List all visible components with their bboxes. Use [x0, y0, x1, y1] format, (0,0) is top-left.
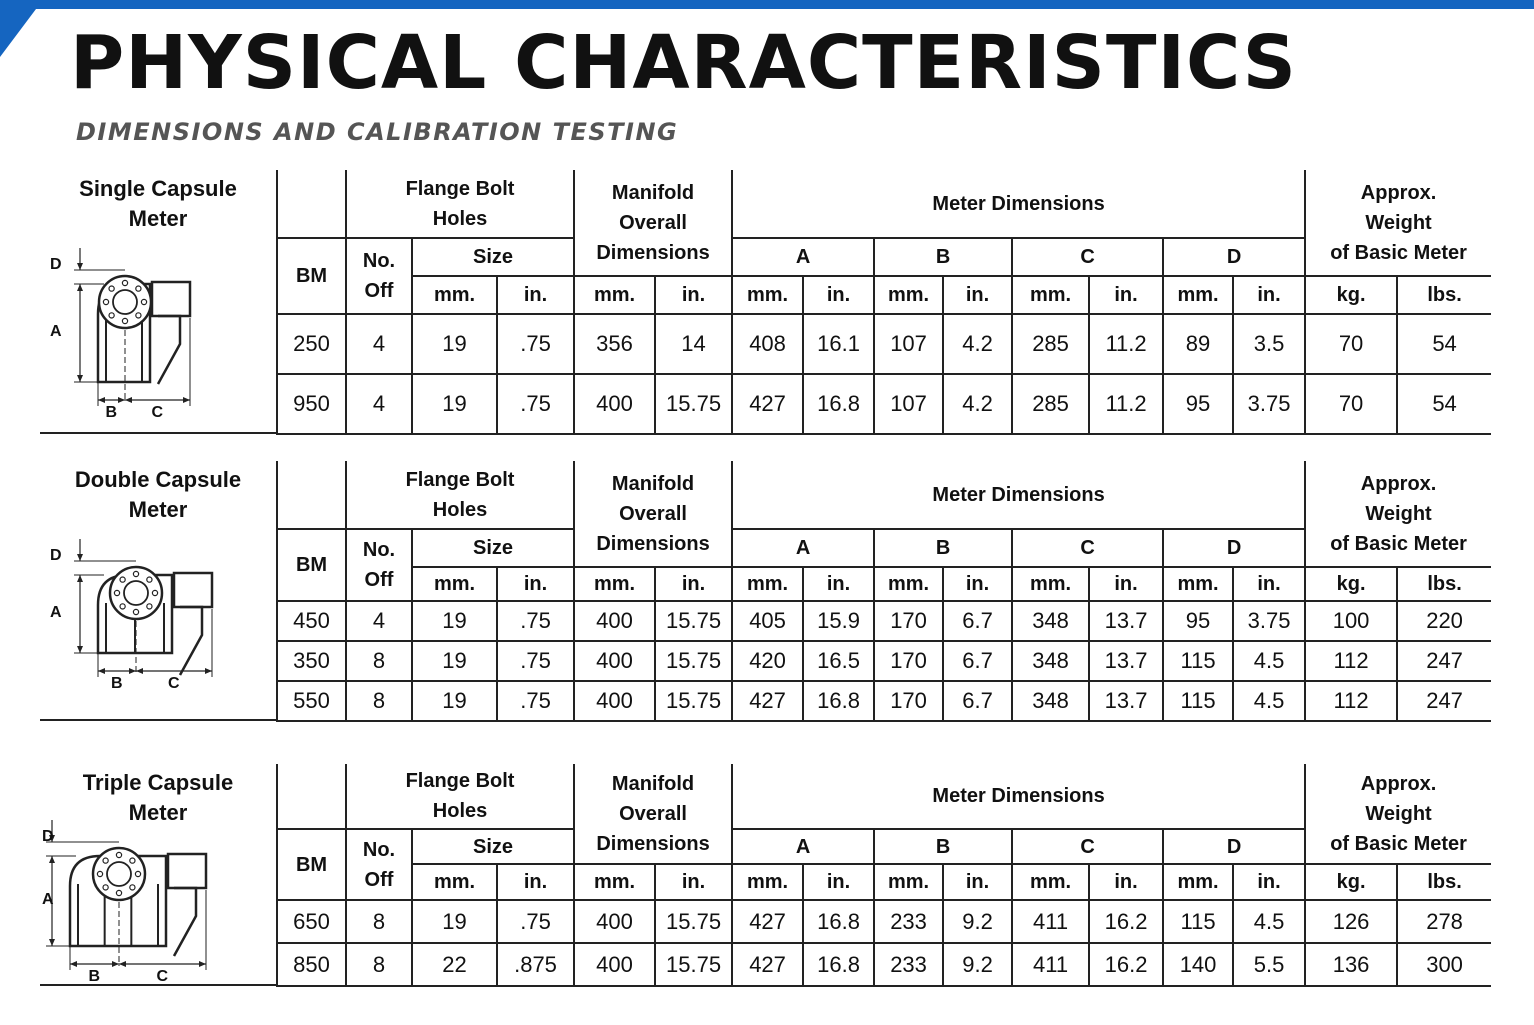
- table-cell: 170: [874, 641, 943, 681]
- table-cell: 550: [277, 681, 346, 721]
- header-line: Manifold: [611, 472, 695, 495]
- table-cell: 9.2: [943, 943, 1012, 986]
- dim-label-a: A: [50, 604, 62, 621]
- spec-table: [276, 461, 1491, 722]
- table-cell: 54: [1397, 374, 1491, 434]
- table-cell: 15.75: [655, 601, 732, 641]
- table-cell: 408: [732, 314, 803, 374]
- header-unit-in: in.: [803, 276, 874, 314]
- header-dim-d: D: [1163, 529, 1305, 567]
- header-line: Approx.: [1360, 472, 1437, 495]
- header-size: Size: [412, 529, 574, 567]
- meter-diagram-svg: [68, 535, 248, 691]
- header-no-off: [346, 829, 412, 900]
- table-cell: 348: [1012, 601, 1089, 641]
- table-cell: 8: [346, 900, 412, 943]
- table-cell: 16.8: [803, 374, 874, 434]
- table-cell: 348: [1012, 681, 1089, 721]
- table-cell: 112: [1305, 681, 1397, 721]
- section-label-line: Meter: [128, 497, 188, 522]
- table-cell: 350: [277, 641, 346, 681]
- header-flange-bolt-holes: [346, 170, 574, 238]
- table-row: [277, 641, 1491, 681]
- table-cell: 405: [732, 601, 803, 641]
- dim-label-d: D: [50, 256, 62, 273]
- header-unit-mm: mm.: [412, 864, 497, 900]
- header-line: Overall: [619, 802, 687, 825]
- section-label-line: Single Capsule: [79, 176, 237, 201]
- table-cell: 15.75: [655, 374, 732, 434]
- section-label-line: Meter: [128, 206, 188, 231]
- header-meter-dimensions: Meter Dimensions: [732, 764, 1305, 829]
- table-cell: 16.2: [1089, 943, 1163, 986]
- header-manifold-dimensions: [574, 461, 732, 567]
- dim-label-c: C: [151, 404, 164, 421]
- table-cell: 16.8: [803, 681, 874, 721]
- header-unit-in: in.: [655, 567, 732, 601]
- table-cell: 115: [1163, 641, 1233, 681]
- header-blank: [277, 170, 346, 238]
- table-cell: 950: [277, 374, 346, 434]
- table-cell: 220: [1397, 601, 1491, 641]
- header-unit-lbs: lbs.: [1397, 567, 1491, 601]
- table-cell: 19: [412, 314, 497, 374]
- header-bm: BM: [277, 238, 346, 314]
- table-cell: .75: [497, 314, 574, 374]
- table-cell: 9.2: [943, 900, 1012, 943]
- header-blank: [277, 764, 346, 829]
- header-dim-a: A: [732, 529, 874, 567]
- header-unit-kg: kg.: [1305, 276, 1397, 314]
- meter-diagram: [40, 816, 276, 984]
- section-2: [40, 764, 1495, 986]
- header-unit-mm: mm.: [412, 276, 497, 314]
- table-cell: .75: [497, 374, 574, 434]
- header-unit-in: in.: [943, 276, 1012, 314]
- table-cell: 16.5: [803, 641, 874, 681]
- table-cell: 285: [1012, 374, 1089, 434]
- table-cell: 285: [1012, 314, 1089, 374]
- header-size: Size: [412, 238, 574, 276]
- table-cell: .75: [497, 641, 574, 681]
- table-cell: 278: [1397, 900, 1491, 943]
- header-line: Dimensions: [596, 532, 710, 555]
- table-cell: 3.75: [1233, 374, 1305, 434]
- header-line: of Basic Meter: [1330, 532, 1467, 555]
- header-line: Approx.: [1360, 772, 1437, 795]
- table-cell: 4: [346, 314, 412, 374]
- table-cell: 348: [1012, 641, 1089, 681]
- table-cell: 11.2: [1089, 374, 1163, 434]
- table-row: [277, 681, 1491, 721]
- table-cell: 233: [874, 943, 943, 986]
- header-unit-in: in.: [497, 864, 574, 900]
- table-cell: 6.7: [943, 681, 1012, 721]
- header-meter-dimensions: Meter Dimensions: [732, 461, 1305, 529]
- table-cell: 356: [574, 314, 655, 374]
- header-dim-c: C: [1012, 829, 1163, 864]
- header-unit-mm: mm.: [732, 567, 803, 601]
- section-label: [40, 174, 276, 234]
- header-line: No.: [362, 250, 396, 272]
- table-cell: 19: [412, 900, 497, 943]
- header-unit-mm: mm.: [1012, 276, 1089, 314]
- table-cell: 13.7: [1089, 601, 1163, 641]
- header-dim-d: D: [1163, 829, 1305, 864]
- header-unit-mm: mm.: [732, 864, 803, 900]
- table-cell: 650: [277, 900, 346, 943]
- header-approx-weight: [1305, 170, 1491, 276]
- header-unit-mm: mm.: [874, 276, 943, 314]
- table-cell: 400: [574, 900, 655, 943]
- header-dim-a: A: [732, 238, 874, 276]
- table-cell: 400: [574, 641, 655, 681]
- section-divider: [40, 984, 276, 986]
- header-line: of Basic Meter: [1330, 832, 1467, 855]
- header-unit-kg: kg.: [1305, 567, 1397, 601]
- header-unit-mm: mm.: [1012, 864, 1089, 900]
- section-divider: [40, 432, 276, 434]
- header-line: Flange Bolt: [405, 468, 515, 491]
- header-unit-mm: mm.: [1163, 276, 1233, 314]
- table-cell: 100: [1305, 601, 1397, 641]
- header-unit-in: in.: [803, 567, 874, 601]
- table-cell: 411: [1012, 900, 1089, 943]
- header-unit-mm: mm.: [874, 567, 943, 601]
- header-line: Approx.: [1360, 181, 1437, 204]
- header-unit-in: in.: [1089, 864, 1163, 900]
- header-flange-bolt-holes: [346, 461, 574, 529]
- header-line: No.: [362, 838, 396, 861]
- header-approx-weight: [1305, 764, 1491, 864]
- header-line: Holes: [432, 207, 488, 230]
- table-row: [277, 601, 1491, 641]
- dim-label-c: C: [156, 968, 169, 985]
- header-manifold-dimensions: [574, 764, 732, 864]
- table-cell: 13.7: [1089, 641, 1163, 681]
- section-label: [40, 465, 276, 525]
- dim-label-a: A: [42, 891, 54, 908]
- table-cell: 3.5: [1233, 314, 1305, 374]
- table-row: [277, 374, 1491, 434]
- table-cell: 107: [874, 314, 943, 374]
- table-cell: 11.2: [1089, 314, 1163, 374]
- table-cell: 19: [412, 374, 497, 434]
- header-unit-mm: mm.: [1163, 567, 1233, 601]
- table-cell: 4.5: [1233, 900, 1305, 943]
- page-title: PHYSICAL CHARACTERISTICS: [70, 20, 1297, 106]
- header-size: Size: [412, 829, 574, 864]
- header-unit-mm: mm.: [412, 567, 497, 601]
- table-cell: 170: [874, 601, 943, 641]
- table-cell: 15.75: [655, 900, 732, 943]
- header-unit-lbs: lbs.: [1397, 864, 1491, 900]
- section-divider: [40, 719, 276, 721]
- table-cell: 6.7: [943, 641, 1012, 681]
- table-cell: 70: [1305, 314, 1397, 374]
- table-cell: 427: [732, 900, 803, 943]
- header-dim-b: B: [874, 829, 1012, 864]
- header-bm: BM: [277, 529, 346, 601]
- header-manifold-dimensions: [574, 170, 732, 276]
- table-cell: 136: [1305, 943, 1397, 986]
- table-cell: .875: [497, 943, 574, 986]
- table-cell: .75: [497, 681, 574, 721]
- header-no-off: [346, 238, 412, 314]
- header-unit-in: in.: [1233, 276, 1305, 314]
- table-cell: 400: [574, 681, 655, 721]
- table-cell: 95: [1163, 374, 1233, 434]
- table-cell: .75: [497, 601, 574, 641]
- header-unit-in: in.: [943, 864, 1012, 900]
- spec-table: [276, 764, 1491, 987]
- table-cell: 400: [574, 601, 655, 641]
- table-cell: 15.9: [803, 601, 874, 641]
- meter-diagram-svg: [68, 244, 248, 420]
- table-cell: 4: [346, 374, 412, 434]
- table-cell: 427: [732, 943, 803, 986]
- table-cell: 14: [655, 314, 732, 374]
- table-cell: 427: [732, 374, 803, 434]
- header-unit-in: in.: [1089, 276, 1163, 314]
- table-cell: 8: [346, 681, 412, 721]
- table-cell: 8: [346, 943, 412, 986]
- table-cell: 233: [874, 900, 943, 943]
- section-label-line: Triple Capsule: [82, 770, 234, 795]
- table-cell: 450: [277, 601, 346, 641]
- table-cell: 22: [412, 943, 497, 986]
- header-unit-in: in.: [497, 567, 574, 601]
- table-cell: 247: [1397, 681, 1491, 721]
- header-line: Dimensions: [596, 832, 710, 855]
- table-cell: 16.8: [803, 943, 874, 986]
- header-line: Weight: [1365, 211, 1432, 234]
- header-line: Dimensions: [596, 241, 710, 264]
- table-cell: 8: [346, 641, 412, 681]
- header-line: Weight: [1365, 802, 1432, 825]
- dim-label-b: B: [111, 675, 123, 692]
- table-cell: 107: [874, 374, 943, 434]
- header-approx-weight: [1305, 461, 1491, 567]
- header-unit-mm: mm.: [874, 864, 943, 900]
- header-unit-mm: mm.: [574, 276, 655, 314]
- table-row: [277, 314, 1491, 374]
- table-cell: 4: [346, 601, 412, 641]
- table-cell: 13.7: [1089, 681, 1163, 721]
- corner-accent: [0, 9, 36, 57]
- section-1: [40, 461, 1495, 721]
- table-cell: 4.5: [1233, 641, 1305, 681]
- header-line: Weight: [1365, 502, 1432, 525]
- header-unit-mm: mm.: [574, 864, 655, 900]
- header-line: Flange Bolt: [405, 770, 515, 792]
- meter-diagram: [50, 535, 248, 692]
- table-cell: 95: [1163, 601, 1233, 641]
- table-cell: 420: [732, 641, 803, 681]
- table-cell: 15.75: [655, 641, 732, 681]
- table-cell: 400: [574, 374, 655, 434]
- table-cell: 89: [1163, 314, 1233, 374]
- section-0: [40, 170, 1495, 434]
- header-unit-in: in.: [497, 276, 574, 314]
- header-unit-mm: mm.: [574, 567, 655, 601]
- table-row: [277, 943, 1491, 986]
- header-blank: [277, 461, 346, 529]
- page-subtitle: DIMENSIONS AND CALIBRATION TESTING: [76, 118, 679, 146]
- header-unit-in: in.: [655, 276, 732, 314]
- table-cell: 54: [1397, 314, 1491, 374]
- header-bm: BM: [277, 829, 346, 900]
- header-unit-mm: mm.: [1163, 864, 1233, 900]
- header-line: Off: [364, 280, 394, 302]
- dim-label-a: A: [50, 323, 62, 340]
- header-unit-mm: mm.: [732, 276, 803, 314]
- table-cell: .75: [497, 900, 574, 943]
- table-cell: 16.2: [1089, 900, 1163, 943]
- header-line: Overall: [619, 211, 687, 234]
- header-line: No.: [362, 539, 396, 561]
- header-unit-mm: mm.: [1012, 567, 1089, 601]
- table-cell: 112: [1305, 641, 1397, 681]
- header-dim-d: D: [1163, 238, 1305, 276]
- dim-label-d: D: [42, 828, 54, 845]
- header-unit-in: in.: [1233, 864, 1305, 900]
- table-cell: 19: [412, 601, 497, 641]
- header-unit-kg: kg.: [1305, 864, 1397, 900]
- table-cell: 247: [1397, 641, 1491, 681]
- table-cell: 140: [1163, 943, 1233, 986]
- header-dim-b: B: [874, 238, 1012, 276]
- header-unit-lbs: lbs.: [1397, 276, 1491, 314]
- table-cell: 16.8: [803, 900, 874, 943]
- table-cell: 16.1: [803, 314, 874, 374]
- top-accent-bar: [0, 0, 1534, 9]
- header-unit-in: in.: [655, 864, 732, 900]
- header-line: Flange Bolt: [405, 177, 515, 200]
- header-unit-in: in.: [1089, 567, 1163, 601]
- dim-label-b: B: [105, 404, 118, 421]
- header-line: Off: [364, 569, 394, 591]
- header-meter-dimensions: Meter Dimensions: [732, 170, 1305, 238]
- table-cell: 15.75: [655, 681, 732, 721]
- header-line: of Basic Meter: [1330, 241, 1467, 264]
- table-cell: 300: [1397, 943, 1491, 986]
- header-line: Off: [364, 868, 394, 891]
- table-cell: 3.75: [1233, 601, 1305, 641]
- meter-diagram: [50, 244, 248, 421]
- header-dim-a: A: [732, 829, 874, 864]
- table-cell: 4.5: [1233, 681, 1305, 721]
- table-cell: 6.7: [943, 601, 1012, 641]
- table-cell: 170: [874, 681, 943, 721]
- table-cell: 411: [1012, 943, 1089, 986]
- header-dim-c: C: [1012, 238, 1163, 276]
- header-line: Manifold: [611, 772, 695, 795]
- table-cell: 19: [412, 641, 497, 681]
- table-cell: 5.5: [1233, 943, 1305, 986]
- table-cell: 70: [1305, 374, 1397, 434]
- header-unit-in: in.: [803, 864, 874, 900]
- table-cell: 126: [1305, 900, 1397, 943]
- table-cell: 250: [277, 314, 346, 374]
- header-dim-b: B: [874, 529, 1012, 567]
- header-dim-c: C: [1012, 529, 1163, 567]
- table-cell: 115: [1163, 681, 1233, 721]
- dim-label-d: D: [50, 547, 62, 564]
- dim-label-c: C: [168, 675, 180, 692]
- table-cell: 427: [732, 681, 803, 721]
- header-line: Holes: [432, 800, 488, 822]
- table-cell: 15.75: [655, 943, 732, 986]
- header-unit-in: in.: [943, 567, 1012, 601]
- meter-diagram-svg: [40, 816, 276, 984]
- table-row: [277, 900, 1491, 943]
- header-line: Overall: [619, 502, 687, 525]
- section-label-line: Meter: [128, 800, 188, 825]
- table-cell: 115: [1163, 900, 1233, 943]
- section-label-line: Double Capsule: [74, 467, 242, 492]
- table-cell: 4.2: [943, 374, 1012, 434]
- header-no-off: [346, 529, 412, 601]
- spec-table: [276, 170, 1491, 435]
- table-cell: 850: [277, 943, 346, 986]
- header-line: Holes: [432, 498, 488, 521]
- table-cell: 4.2: [943, 314, 1012, 374]
- table-cell: 19: [412, 681, 497, 721]
- table-cell: 400: [574, 943, 655, 986]
- header-flange-bolt-holes: [346, 764, 574, 829]
- header-line: Manifold: [611, 181, 695, 204]
- dim-label-b: B: [88, 968, 101, 985]
- header-unit-in: in.: [1233, 567, 1305, 601]
